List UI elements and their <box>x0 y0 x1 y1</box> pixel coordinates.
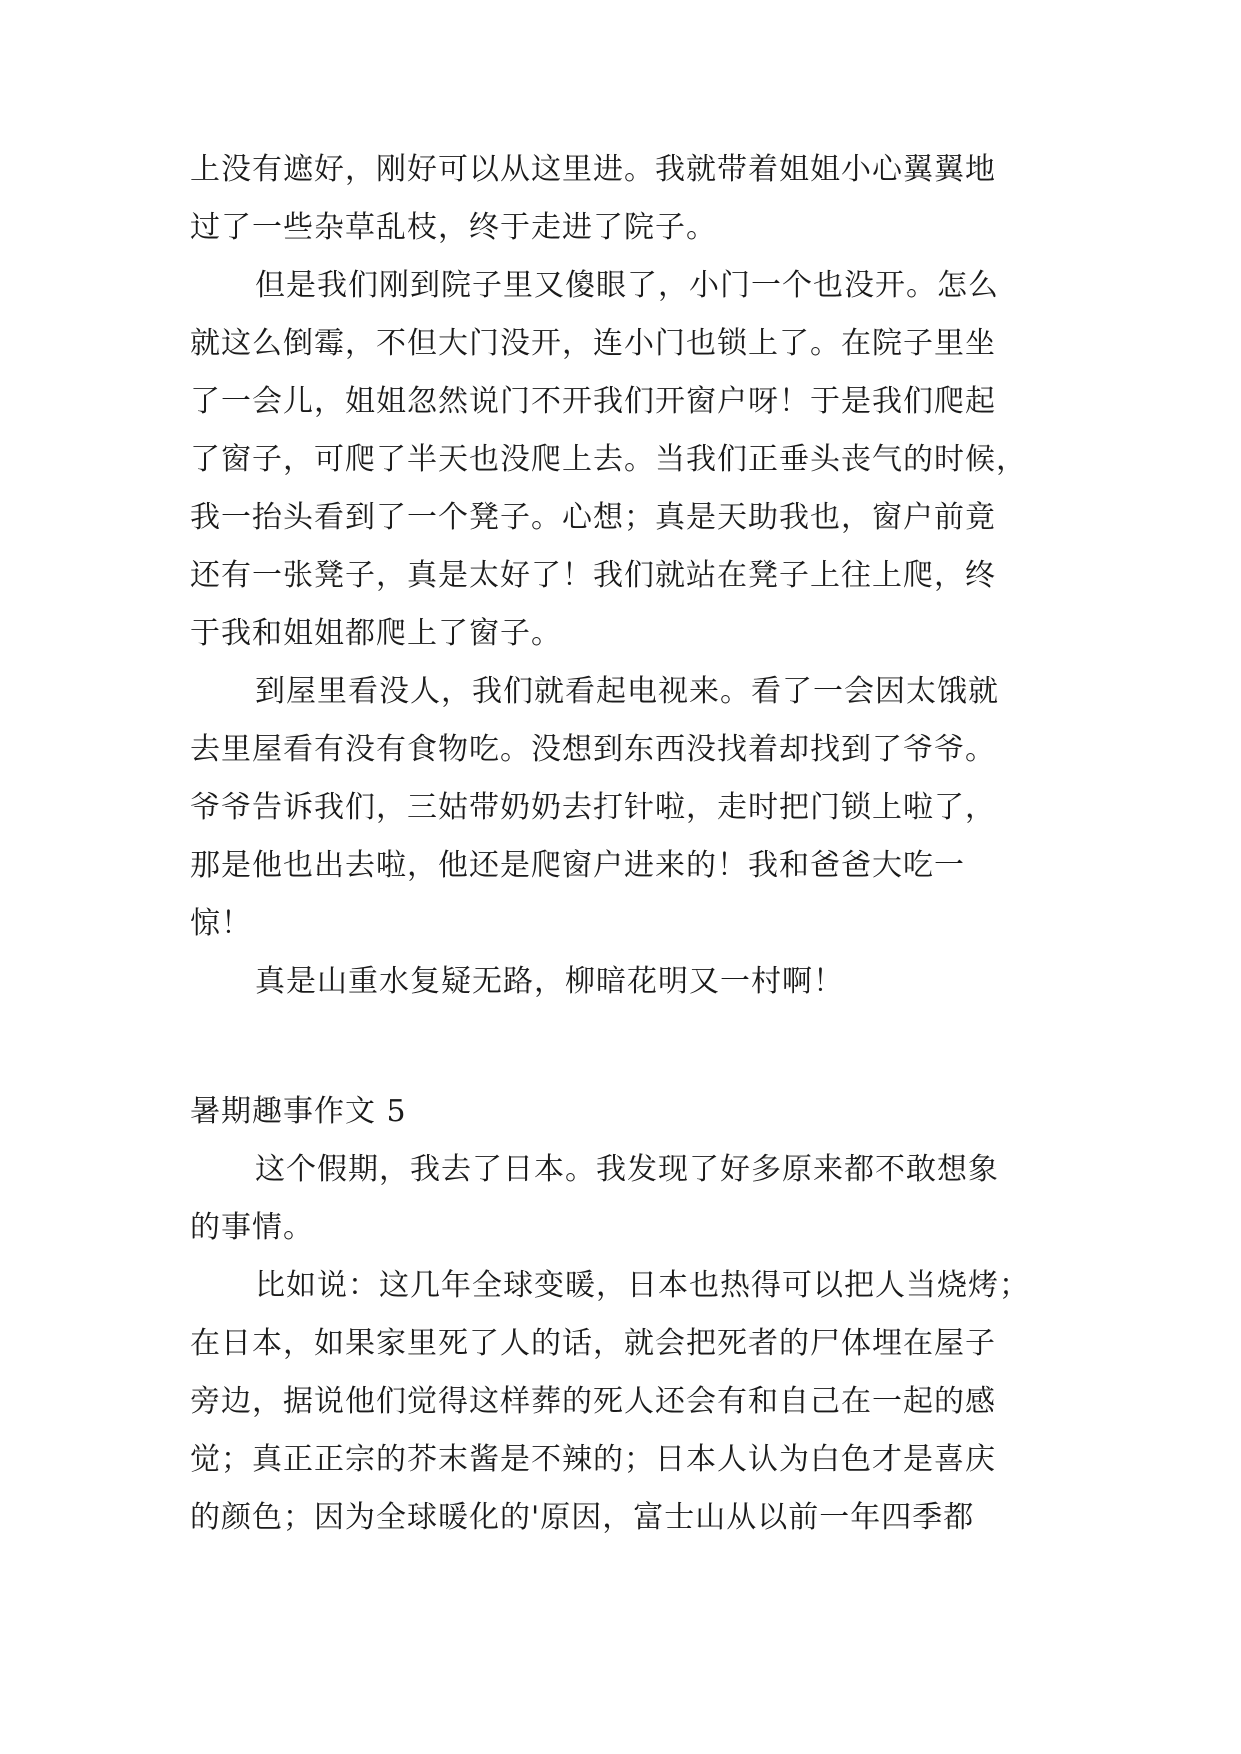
text-line: 的颜色；因为全球暖化的'原因，富士山从以前一年四季都 <box>190 1500 975 1535</box>
text-line: 觉；真正正宗的芥末酱是不辣的；日本人认为白色才是喜庆 <box>190 1442 996 1477</box>
section-heading: 暑期趣事作文 5 <box>190 1094 407 1129</box>
text-line: 了一会儿，姐姐忽然说门不开我们开窗户呀！于是我们爬起 <box>190 384 996 419</box>
text-line: 的事情。 <box>190 1210 314 1245</box>
text-line: 去里屋看有没有食物吃。没想到东西没找着却找到了爷爷。 <box>190 732 996 767</box>
paragraph-start-line: 到屋里看没人，我们就看起电视来。看了一会因太饿就 <box>255 674 999 709</box>
paragraph-start-line: 真是山重水复疑无路，柳暗花明又一村啊！ <box>255 964 844 999</box>
text-line: 惊！ <box>190 906 252 941</box>
text-line: 我一抬头看到了一个凳子。心想；真是天助我也，窗户前竟 <box>190 500 996 535</box>
text-line: 爷爷告诉我们，三姑带奶奶去打针啦，走时把门锁上啦了， <box>190 790 996 825</box>
paragraph-start-line: 这个假期，我去了日本。我发现了好多原来都不敢想象 <box>255 1152 999 1187</box>
text-line: 在日本，如果家里死了人的话，就会把死者的尸体埋在屋子 <box>190 1326 996 1361</box>
paragraph-start-line: 比如说：这几年全球变暖，日本也热得可以把人当烧烤； <box>255 1268 1030 1303</box>
text-line: 旁边，据说他们觉得这样葬的死人还会有和自己在一起的感 <box>190 1384 996 1419</box>
text-line: 了窗子，可爬了半天也没爬上去。当我们正垂头丧气的时候， <box>190 442 1027 477</box>
text-line: 上没有遮好，刚好可以从这里进。我就带着姐姐小心翼翼地 <box>190 152 996 187</box>
paragraph-start-line: 但是我们刚到院子里又傻眼了，小门一个也没开。怎么 <box>255 268 999 303</box>
text-line: 于我和姐姐都爬上了窗子。 <box>190 616 562 651</box>
text-line: 过了一些杂草乱枝，终于走进了院子。 <box>190 210 717 245</box>
text-line: 就这么倒霉，不但大门没开，连小门也锁上了。在院子里坐 <box>190 326 996 361</box>
text-line: 还有一张凳子，真是太好了！我们就站在凳子上往上爬，终 <box>190 558 996 593</box>
text-line: 那是他也出去啦，他还是爬窗户进来的！我和爸爸大吃一 <box>190 848 965 883</box>
